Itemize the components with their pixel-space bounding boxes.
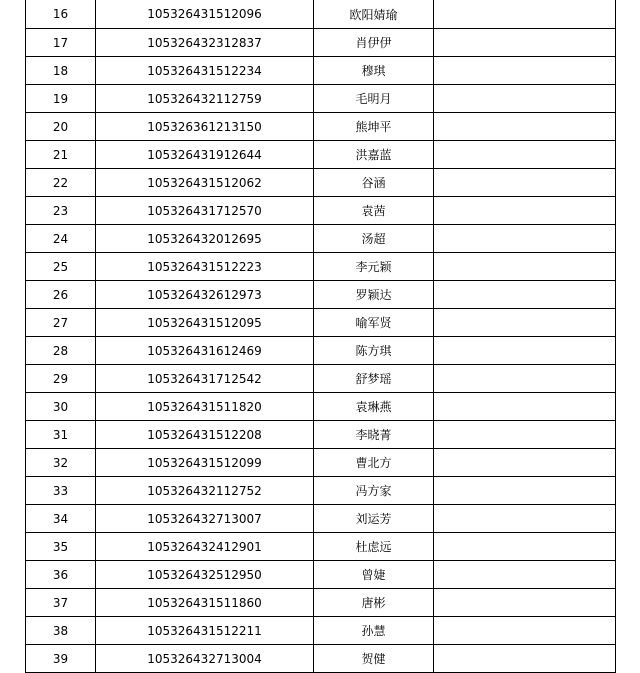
exam-id-cell: 105326432312837 [96, 29, 314, 57]
row-number-cell: 31 [26, 421, 96, 449]
student-name-cell: 汤超 [314, 225, 434, 253]
table-row [26, 0, 616, 29]
exam-id-cell: 105326431512208 [96, 421, 314, 449]
empty-note-cell [434, 141, 616, 169]
exam-id-cell: 105326431512099 [96, 449, 314, 477]
student-name-cell: 欧阳婧瑜 [314, 0, 434, 29]
table-row [26, 589, 616, 617]
exam-id-cell: 105326431912644 [96, 141, 314, 169]
student-name-cell: 肖伊伊 [314, 29, 434, 57]
exam-id-cell: 105326432713004 [96, 645, 314, 673]
row-number-cell: 29 [26, 365, 96, 393]
table-row [26, 365, 616, 393]
table-body [26, 0, 616, 673]
empty-note-cell [434, 449, 616, 477]
empty-note-cell [434, 0, 616, 29]
row-number-cell: 25 [26, 253, 96, 281]
row-number-cell: 32 [26, 449, 96, 477]
exam-id-cell: 105326432612973 [96, 281, 314, 309]
student-name-cell: 李元颖 [314, 253, 434, 281]
exam-id-cell: 105326432713007 [96, 505, 314, 533]
student-name-cell: 穆琪 [314, 57, 434, 85]
student-list-table [25, 0, 616, 673]
table-row [26, 141, 616, 169]
empty-note-cell [434, 365, 616, 393]
student-name-cell: 刘运芳 [314, 505, 434, 533]
exam-id-cell: 105326431612469 [96, 337, 314, 365]
student-name-cell: 舒梦瑶 [314, 365, 434, 393]
row-number-cell: 39 [26, 645, 96, 673]
empty-note-cell [434, 477, 616, 505]
table-row [26, 393, 616, 421]
exam-id-cell: 105326431512223 [96, 253, 314, 281]
row-number-cell: 16 [26, 0, 96, 29]
table-row [26, 85, 616, 113]
exam-id-cell: 105326432512950 [96, 561, 314, 589]
row-number-cell: 26 [26, 281, 96, 309]
row-number-cell: 18 [26, 57, 96, 85]
row-number-cell: 19 [26, 85, 96, 113]
exam-id-cell: 105326431511820 [96, 393, 314, 421]
row-number-cell: 34 [26, 505, 96, 533]
table-row [26, 533, 616, 561]
empty-note-cell [434, 617, 616, 645]
row-number-cell: 21 [26, 141, 96, 169]
empty-note-cell [434, 561, 616, 589]
table-row [26, 449, 616, 477]
table-row [26, 29, 616, 57]
empty-note-cell [434, 197, 616, 225]
empty-note-cell [434, 281, 616, 309]
empty-note-cell [434, 85, 616, 113]
student-name-cell: 贺健 [314, 645, 434, 673]
table-row [26, 337, 616, 365]
student-name-cell: 曹北方 [314, 449, 434, 477]
exam-id-cell: 105326431512096 [96, 0, 314, 29]
table-row [26, 197, 616, 225]
empty-note-cell [434, 589, 616, 617]
empty-note-cell [434, 309, 616, 337]
table-row [26, 421, 616, 449]
empty-note-cell [434, 533, 616, 561]
student-name-cell: 喻军贤 [314, 309, 434, 337]
exam-id-cell: 105326431512095 [96, 309, 314, 337]
student-name-cell: 毛明月 [314, 85, 434, 113]
row-number-cell: 35 [26, 533, 96, 561]
exam-id-cell: 105326431511860 [96, 589, 314, 617]
table-row [26, 617, 616, 645]
exam-id-cell: 105326431512211 [96, 617, 314, 645]
row-number-cell: 24 [26, 225, 96, 253]
row-number-cell: 28 [26, 337, 96, 365]
table-row [26, 113, 616, 141]
row-number-cell: 37 [26, 589, 96, 617]
empty-note-cell [434, 113, 616, 141]
empty-note-cell [434, 505, 616, 533]
row-number-cell: 17 [26, 29, 96, 57]
exam-id-cell: 105326432112759 [96, 85, 314, 113]
row-number-cell: 33 [26, 477, 96, 505]
row-number-cell: 36 [26, 561, 96, 589]
exam-id-cell: 105326432412901 [96, 533, 314, 561]
student-name-cell: 李晓菁 [314, 421, 434, 449]
student-name-cell: 冯方家 [314, 477, 434, 505]
student-name-cell: 洪嘉蓝 [314, 141, 434, 169]
student-name-cell: 罗颖达 [314, 281, 434, 309]
empty-note-cell [434, 645, 616, 673]
empty-note-cell [434, 393, 616, 421]
table-row [26, 253, 616, 281]
row-number-cell: 23 [26, 197, 96, 225]
student-name-cell: 谷涵 [314, 169, 434, 197]
table-row [26, 169, 616, 197]
row-number-cell: 30 [26, 393, 96, 421]
table-row [26, 645, 616, 673]
table-row [26, 505, 616, 533]
student-name-cell: 杜虑远 [314, 533, 434, 561]
student-name-cell: 袁茜 [314, 197, 434, 225]
student-name-cell: 曾婕 [314, 561, 434, 589]
exam-id-cell: 105326432012695 [96, 225, 314, 253]
student-name-cell: 袁琳燕 [314, 393, 434, 421]
table-row [26, 561, 616, 589]
empty-note-cell [434, 253, 616, 281]
empty-note-cell [434, 225, 616, 253]
empty-note-cell [434, 337, 616, 365]
student-name-cell: 陈方琪 [314, 337, 434, 365]
row-number-cell: 38 [26, 617, 96, 645]
table-row [26, 281, 616, 309]
exam-id-cell: 105326431512234 [96, 57, 314, 85]
empty-note-cell [434, 57, 616, 85]
exam-id-cell: 105326431712570 [96, 197, 314, 225]
row-number-cell: 22 [26, 169, 96, 197]
table-row [26, 477, 616, 505]
row-number-cell: 27 [26, 309, 96, 337]
exam-id-cell: 105326431512062 [96, 169, 314, 197]
empty-note-cell [434, 169, 616, 197]
table-row [26, 309, 616, 337]
exam-id-cell: 105326432112752 [96, 477, 314, 505]
row-number-cell: 20 [26, 113, 96, 141]
table-row [26, 225, 616, 253]
student-name-cell: 熊坤平 [314, 113, 434, 141]
exam-id-cell: 105326431712542 [96, 365, 314, 393]
student-name-cell: 孙慧 [314, 617, 434, 645]
exam-id-cell: 105326361213150 [96, 113, 314, 141]
table-row [26, 57, 616, 85]
empty-note-cell [434, 29, 616, 57]
empty-note-cell [434, 421, 616, 449]
student-name-cell: 唐彬 [314, 589, 434, 617]
